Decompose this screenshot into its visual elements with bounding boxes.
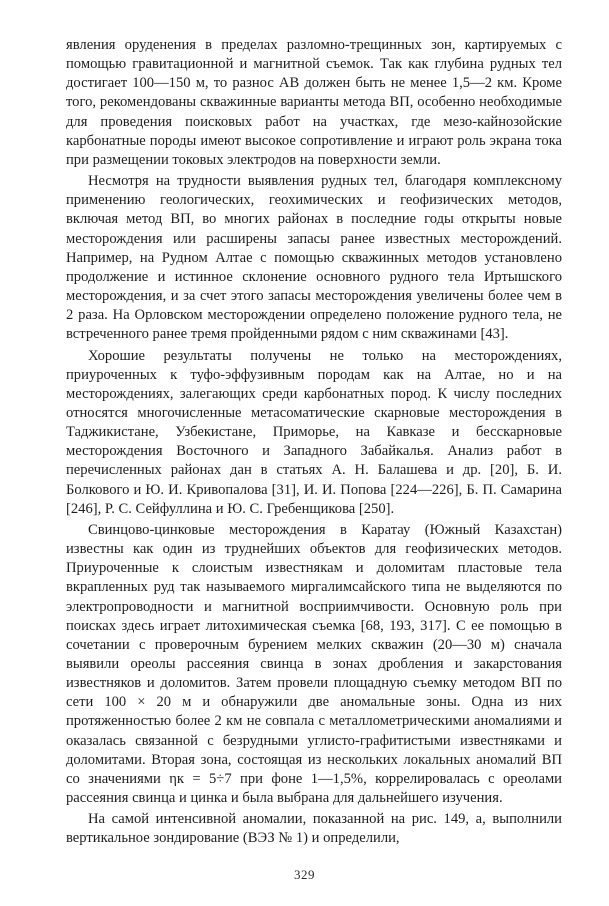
page-number: 329 xyxy=(294,867,315,882)
paragraph-carbonate-deposits: Хорошие результаты получены не только на месторождениях, приуроченных к туфо-эффузивным породам как на Алтае, но и на месторождениях, залегающих среди карбонатных пород. К числу последних относятся многочисленные метасоматические скарновые месторождения в Таджикистане, Узбекистане, Приморье, на Кавказе и бесскарновые месторождения Восточного и Западного Забайкалья. Анализ работ в перечисленных районах дан в статьях А. Н. Балашева и др. [20], Б. И. Болкового и Ю. И. Кривопалова [31], И. И. Попова [224—226], Б. П. Самарина [246], Р. С. Сейфуллина и Ю. С. Гребенщикова [250]. xyxy=(66,347,562,517)
paragraph-continuation: явления оруденения в пределах разломно-трещинных зон, картируемых с помощью гравитационной и магнитной съемок. Так как глубина рудных тел достигает 100—150 м, то разнос AB должен быть не менее 1,5—2 км. Кроме того, рекомендованы скважинные варианты метода ВП, особенно необходимые для проведения поисковых работ на участках, где мезо-кайнозойские карбонатные породы имеют высокое сопротивление и играют роль экрана тока при размещении токовых электродов на поверхности земли. xyxy=(66,37,562,168)
page-body xyxy=(66,36,562,849)
paragraph-intense-anomaly: На самой интенсивной аномалии, показанной на рис. 149, а, выполнили вертикальное зондирование (ВЭЗ № 1) и определили, xyxy=(66,811,562,847)
paragraph-karatau: Свинцово-цинковые месторождения в Каратау (Южный Казахстан) известны как один из труднейших объектов для геофизических методов. Приуроченные к слоистым известнякам и доломитам пластовые тела вкрапленных руд так называемого миргалимсайского типа не выделяются по электропроводности и магнитной восприимчивости. Основную роль при поисках здесь играет литохимическая съемка [68, 193, 317]. С ее помощью в сочетании с проверочным бурением мелких скважин (20—30 м) сначала выявили ореолы рассеяния свинца в зонах дробления и закарстования известняков и доломитов. Затем провели площадную съемку методом ВП по сети 100 × 20 м и обнаружили две аномальные зоны. Одна из них протяженностью более 2 км не совпала с металлометрическими аномалиями и оказалась связанной с безрудными углисто-графитистыми известняками и доломитами. Вторая зона, состоящая из нескольких локальных аномалий ВП со значениями ηк = 5÷7 при фоне 1—1,5%, коррелировалась с ореолами рассеяния свинца и цинка и была выбрана для дальнейшего изучения. xyxy=(66,521,562,807)
paragraph-rudny-altai: Несмотря на трудности выявления рудных тел, благодаря комплексному применению геологических, геохимических и геофизических методов, включая метод ВП, во многих районах в последние годы открыты новые месторождения или расширены запасы ранее известных месторождений. Например, на Рудном Алтае с помощью скважинных методов установлено продолжение и истинное склонение основного рудного тела Иртышского месторождения, и за счет этого запасы месторождения увеличены более чем в 2 раза. На Орловском месторождении определено положение рудного тела, не встреченного ранее тремя пройденными рядом с ним скважинами [43]. xyxy=(66,173,562,343)
